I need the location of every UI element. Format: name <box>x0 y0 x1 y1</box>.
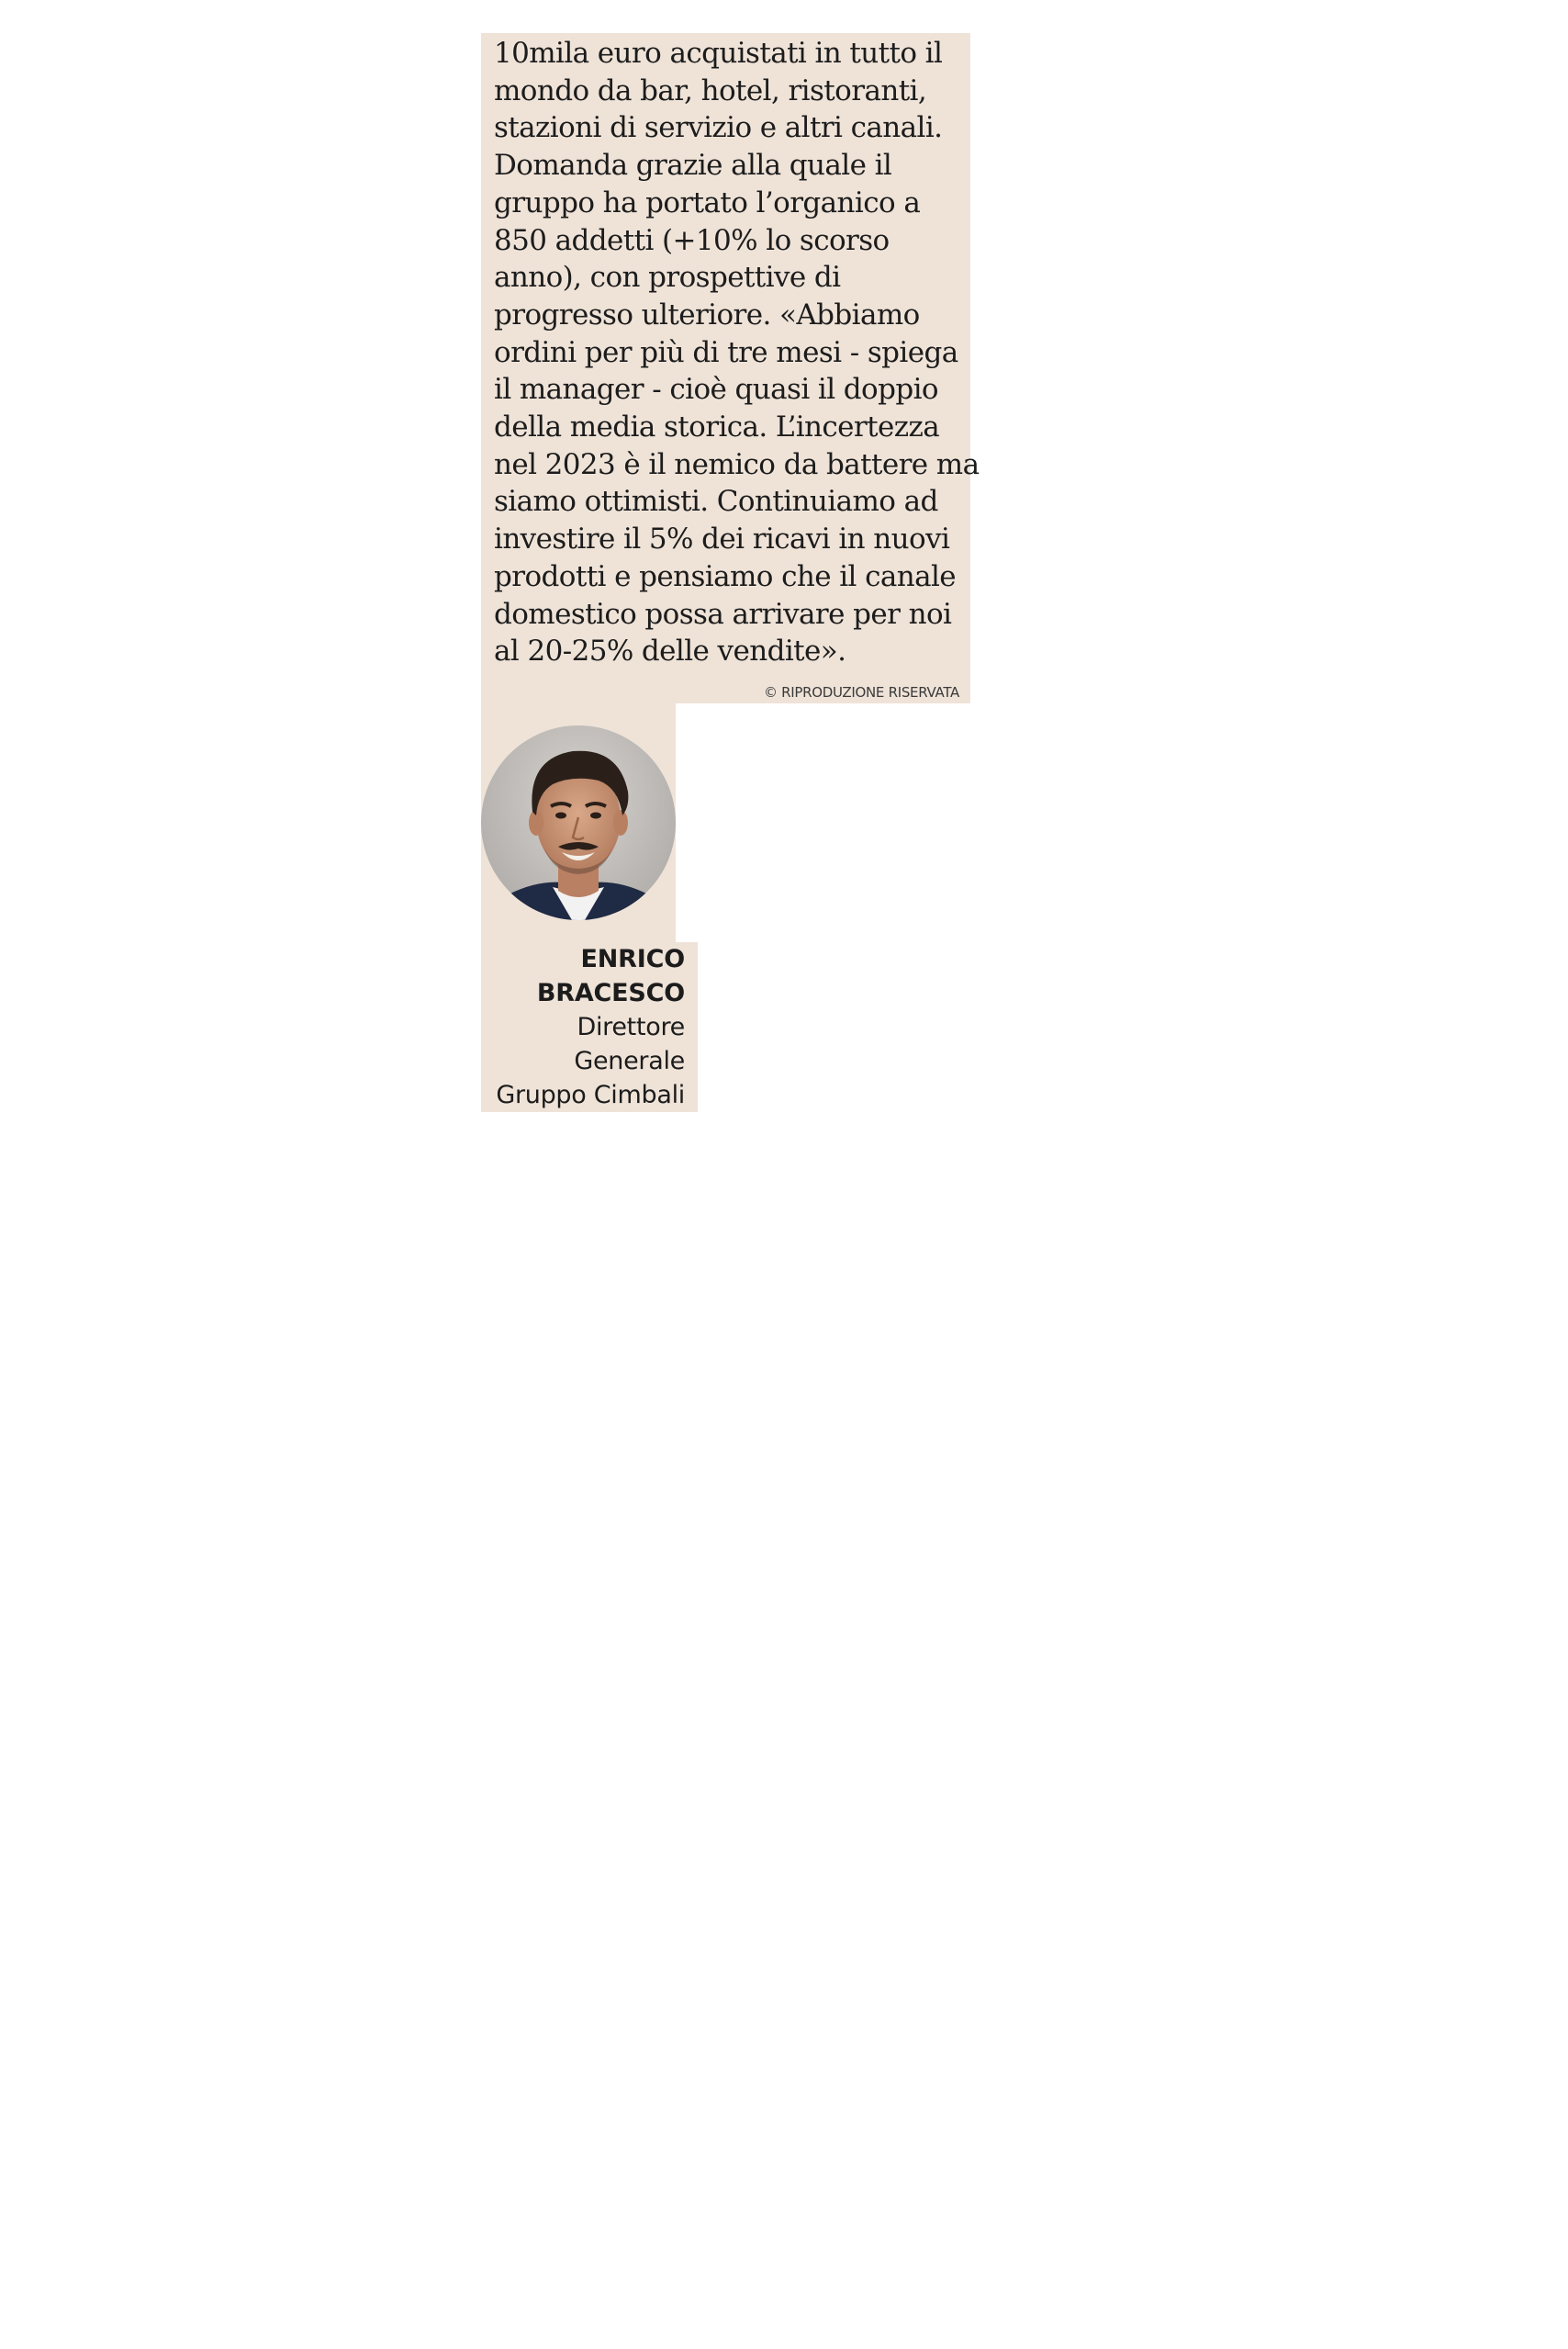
portrait-photo-frame <box>481 703 676 942</box>
caption-name-last: BRACESCO <box>536 979 685 1007</box>
copyright-notice: © RIPRODUZIONE RISERVATA <box>763 684 959 701</box>
article-line: al 20-25% delle vendite». <box>494 635 846 669</box>
article-line: Domanda grazie alla quale il <box>494 149 892 183</box>
article-line: della media storica. L’incertezza <box>494 410 940 444</box>
article-line: ordini per più di tre mesi - spiega <box>494 335 958 369</box>
article-body <box>494 33 980 670</box>
article-line: progresso ulteriore. «Abbiamo <box>494 298 920 332</box>
portrait-photo <box>481 711 676 935</box>
photo-caption <box>481 942 698 1112</box>
caption-role-line: Generale <box>574 1047 685 1075</box>
caption-name-first: ENRICO <box>580 945 685 973</box>
article-line: 10mila euro acquistati in tutto il <box>494 37 943 70</box>
article-line: 850 addetti (+10% lo scorso <box>494 223 890 257</box>
article-box <box>481 33 980 703</box>
article-line: stazioni di servizio e altri canali. <box>494 111 943 145</box>
caption-role-line: Direttore <box>577 1013 685 1041</box>
article-line: investire il 5% dei ricavi in nuovi <box>494 523 950 556</box>
article-line: nel 2023 è il nemico da battere ma <box>494 447 980 481</box>
article-line: mondo da bar, hotel, ristoranti, <box>494 73 927 107</box>
caption-company: Gruppo Cimbali <box>496 1081 685 1109</box>
article-line: prodotti e pensiamo che il canale <box>494 559 957 593</box>
article-line: anno), con prospettive di <box>494 261 841 295</box>
article-line: domestico possa arrivare per noi <box>494 597 952 631</box>
article-line: siamo ottimisti. Continuiamo ad <box>494 485 938 519</box>
article-line: il manager - cioè quasi il doppio <box>494 373 938 407</box>
article-line: gruppo ha portato l’organico a <box>494 185 921 219</box>
